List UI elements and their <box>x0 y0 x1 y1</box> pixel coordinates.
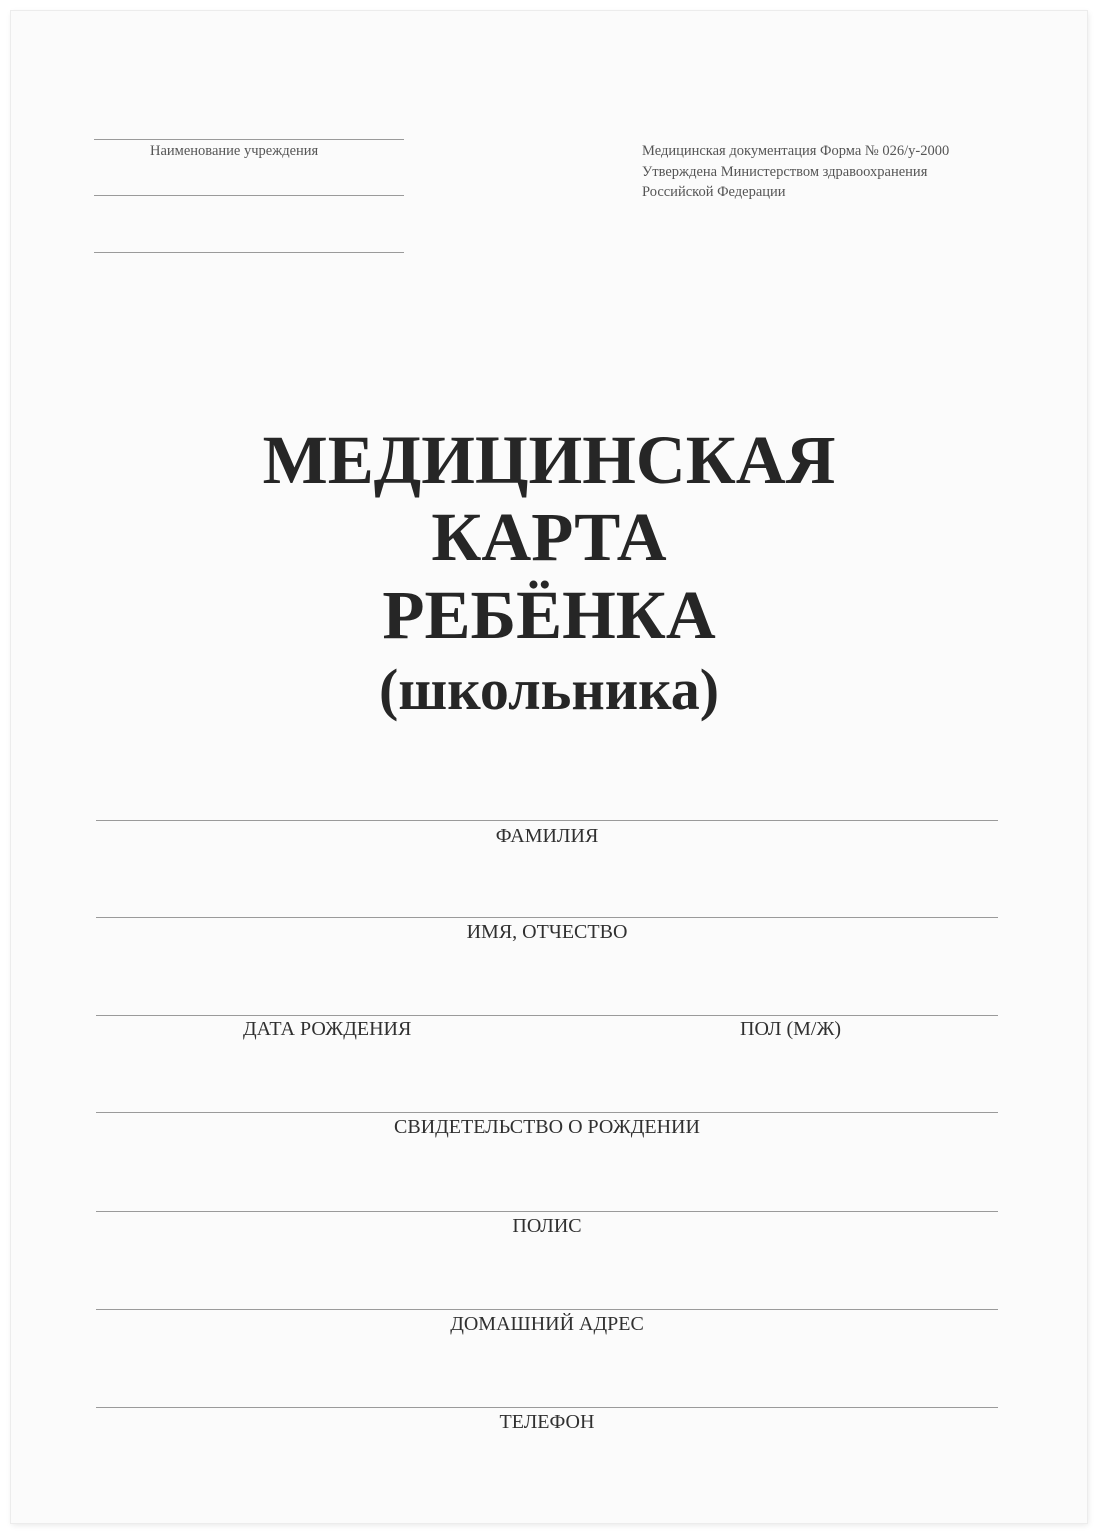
institution-line-1 <box>94 139 404 140</box>
name-patronymic-line[interactable] <box>96 917 998 918</box>
surname-line[interactable] <box>96 820 998 821</box>
form-info-line-1: Медицинская документация Форма № 026/у-2000 <box>642 143 950 159</box>
institution-line-2 <box>94 195 404 196</box>
birth-certificate-line[interactable] <box>96 1112 998 1113</box>
policy-label: ПОЛИС <box>512 1215 582 1237</box>
birth-certificate-label: СВИДЕТЕЛЬСТВО О РОЖДЕНИИ <box>394 1116 700 1138</box>
birth-date-label: ДАТА РОЖДЕНИЯ <box>243 1018 412 1040</box>
phone-line[interactable] <box>96 1407 998 1408</box>
home-address-label: ДОМАШНИЙ АДРЕС <box>450 1313 644 1335</box>
policy-line[interactable] <box>96 1211 998 1212</box>
title-line-4: (школьника) <box>378 657 720 722</box>
birth-date-sex-line[interactable] <box>96 1015 998 1016</box>
institution-line-3 <box>94 252 404 253</box>
form-info-line-2: Утверждена Министерством здравоохранения <box>642 163 928 180</box>
form-info <box>642 141 949 203</box>
institution-label: Наименование учреждения <box>150 143 319 159</box>
surname-label: ФАМИЛИЯ <box>495 825 599 847</box>
title-line-2: КАРТА <box>431 499 667 575</box>
document-sheet <box>11 11 1087 1523</box>
name-patronymic-label: ИМЯ, ОТЧЕСТВО <box>466 921 628 943</box>
sex-label: ПОЛ (М/Ж) <box>740 1018 842 1040</box>
home-address-line[interactable] <box>96 1309 998 1310</box>
phone-label: ТЕЛЕФОН <box>499 1411 595 1433</box>
form-info-line-3: Российской Федерации <box>642 184 786 200</box>
title-line-1: МЕДИЦИНСКАЯ <box>262 422 836 498</box>
title-line-3: РЕБЁНКА <box>382 577 716 653</box>
